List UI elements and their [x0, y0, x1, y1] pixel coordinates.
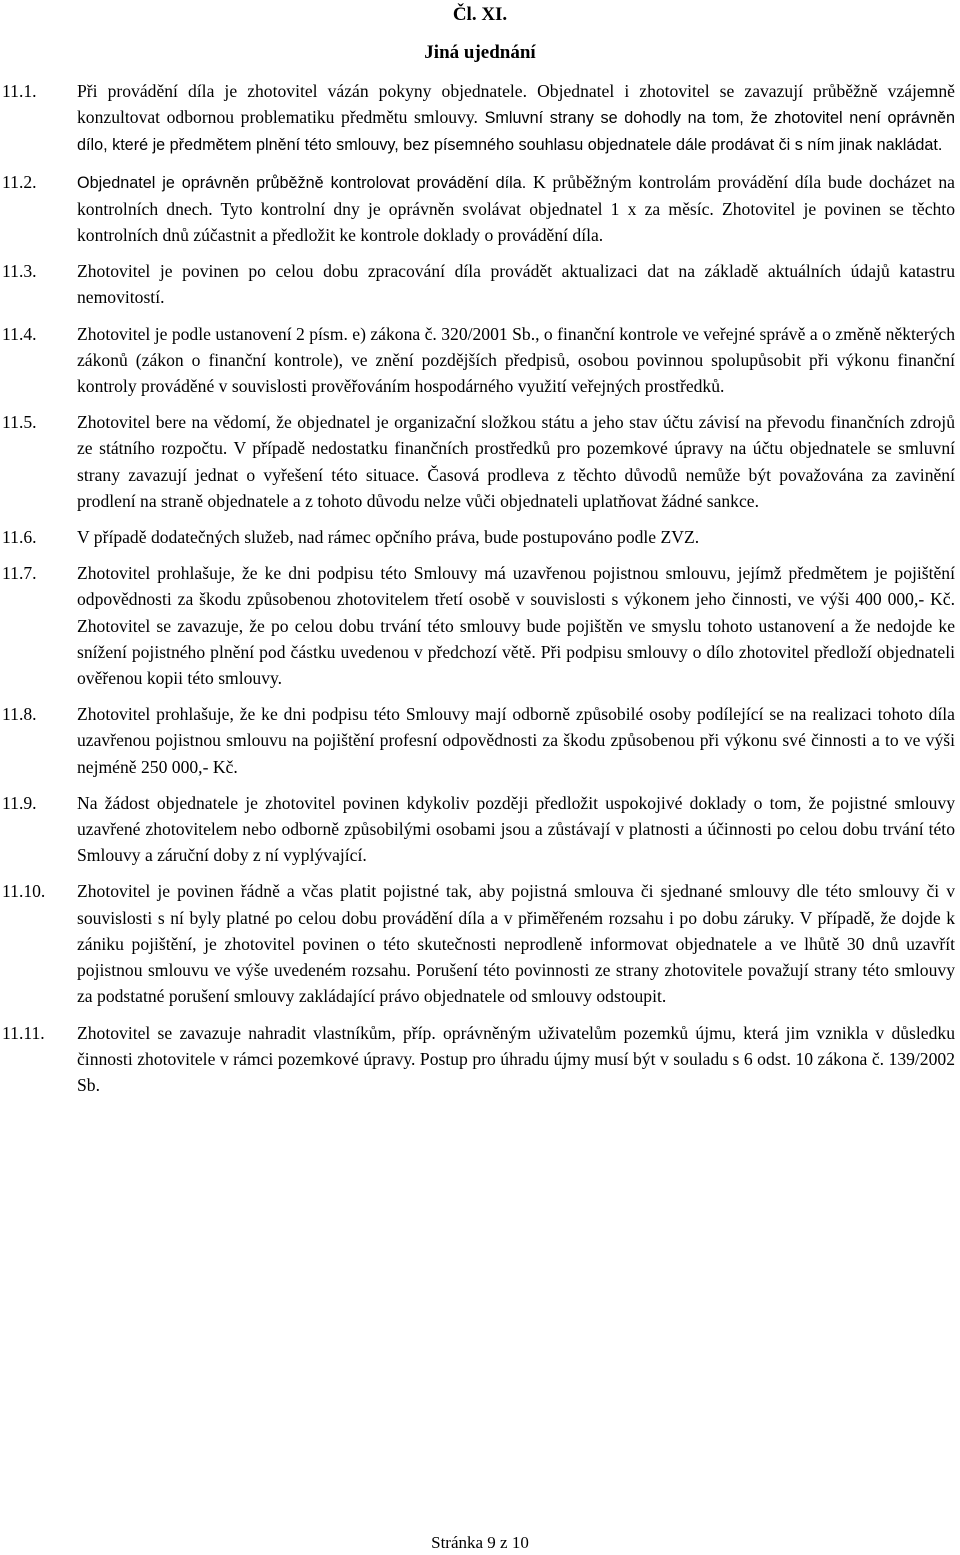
- clause-number: 11.10.: [2, 881, 46, 902]
- clauses-list: [0, 78, 960, 1108]
- clause-11-1: [0, 78, 960, 159]
- clause-text: Zhotovitel prohlašuje, že ke dni podpisu této Smlouvy mají odborně způsobilé osoby podílející se na realizaci tohoto díla uzavřenou pojistnou smlouvu na pojištění profesní odpovědnosti za škodu způsobenou při výkonu své činnosti a to ve výši nejméně 250 000,- Kč.: [77, 704, 955, 777]
- clause-number: 11.9.: [2, 792, 37, 813]
- clause-number: 11.4.: [2, 323, 37, 344]
- clause-number: 11.7.: [2, 563, 37, 584]
- clause-text: Zhotovitel se zavazuje nahradit vlastníkům, příp. oprávněným uživatelům pozemků újmu, která jim vznikla v důsledku činnosti zhotovitele v rámci pozemkové úpravy. Postup pro úhradu újmy musí být v souladu s 6 odst. 10 zákona č. 139/2002 Sb.: [77, 1022, 955, 1095]
- clause-11-11: [0, 1020, 960, 1099]
- page-footer: Stránka 9 z 10: [431, 1533, 529, 1552]
- clause-text: Zhotovitel prohlašuje, že ke dni podpisu této Smlouvy má uzavřenou pojistnou smlouvu, jejímž předmětem je pojištění odpovědnosti za škodu způsobenou zhotovitelem třetí osobě v souvislosti s výkonem jeho činnosti, ve výši 400 000,- Kč. Zhotovitel se zavazuje, že po celou dobu trvání této smlouvy bude pojištěn ve smyslu tohoto ustanovení a že nedojde ke snížení pojistného plnění pod částku uvedenou v předchozí větě. Při podpisu smlouvy o dílo zhotovitel předloží objednateli ověřenou kopii této smlouvy.: [77, 563, 955, 689]
- clause-text: Zhotovitel je povinen řádně a včas platit pojistné tak, aby pojistná smlouva či sjednané smlouvy dle této smlouvy či v souvislosti s ní byly platné po celou dobu provádění díla a v přiměřeném rozsahu i po dobu záruky. V případě, že dojde k zániku pojištění, je zhotovitel povinen o této skutečnosti neprodleně informovat objednatele a ve lhůtě 30 dnů uzavřít pojistnou smlouvu ve výše uvedeném rozsahu. Porušení této povinnosti ze strany zhotovitele považují strany této smlouvy za podstatné porušení smlouvy zakládající právo objednatele od smlouvy odstoupit.: [77, 881, 955, 1007]
- clause-11-2: [0, 169, 960, 249]
- clause-number: 11.3.: [2, 261, 37, 282]
- clause-text: V případě dodatečných služeb, nad rámec opčního práva, bude postupováno podle ZVZ.: [77, 527, 700, 548]
- clause-11-8: [0, 701, 960, 780]
- article-title: Jiná ujednání: [424, 42, 536, 63]
- clause-text-part: Při provádění díla je zhotovitel vázán pokyny objednatele. Objednatel i zhotovitel se zavazují průběžně vzájemně konzultovat odbornou problematiku předmětu smlouvy.: [77, 81, 955, 128]
- clause-text-part: K průběžným kontrolám provádění díla bude docházet na kontrolních dnech. Tyto kontrolní dny je oprávněn svolávat objednatel 1 x za měsíc. Zhotovitel je povinen se těchto kontrolních dnů zúčastnit a předložit ke kontrole doklady o provádění díla.: [77, 171, 955, 246]
- clause-text-part: Smluvní strany se dohodly na tom, že zhotovitel není oprávněn dílo, které je předmětem plnění této smlouvy, bez písemného souhlasu objednatele dále prodávat či s ním jinak nakládat.: [77, 109, 955, 155]
- clause-text: Zhotovitel bere na vědomí, že objednatel je organizační složkou státu a jeho stav účtu závisí na převodu finančních zdrojů ze státního rozpočtu. V případě nedostatku finančních prostředků pro pozemkové úpravy na účtu objednatele se smluvní strany zavazují jednat o vyřešení této situace. Časová prodleva z těchto důvodů nemůže být považována za zavinění prodlení na straně objednatele a z tohoto důvodu nelze vůči objednateli uplatňovat žádné sankce.: [77, 412, 955, 511]
- clause-number: 11.1.: [2, 81, 37, 101]
- clause-number: 11.5.: [2, 412, 37, 433]
- clause-number: 11.2.: [2, 171, 37, 192]
- clause-11-3: [0, 258, 960, 310]
- clause-11-6: [0, 524, 960, 550]
- clause-11-10: [0, 878, 960, 1009]
- clause-text: Zhotovitel je povinen po celou dobu zpracování díla provádět aktualizaci dat na základě aktuálních údajů katastru nemovitostí.: [77, 261, 955, 308]
- clause-number: 11.11.: [2, 1022, 45, 1043]
- article-number: Čl. XI.: [452, 4, 508, 25]
- clause-11-7: [0, 560, 960, 691]
- clause-text: Zhotovitel je podle ustanovení 2 písm. e) zákona č. 320/2001 Sb., o finanční kontrole ve veřejné správě a o změně některých zákonů (zákon o finanční kontrole), ve znění pozdějších předpisů, osobou povinnou spolupůsobit při výkonu finanční kontroly prováděné v souvislosti prověřováním hospodárného využití veřejných prostředků.: [77, 323, 955, 397]
- clause-text-part: Objednatel je oprávněn průběžně kontrolovat provádění díla.: [77, 173, 527, 192]
- clause-11-5: [0, 409, 960, 514]
- clause-11-9: [0, 790, 960, 869]
- clause-text: Na žádost objednatele je zhotovitel povinen kdykoliv později předložit uspokojivé doklady o tom, že pojistné smlouvy uzavřené zhotovitelem nebo odborně způsobilými osobami jsou a zůstávají v platnosti a účinnosti po celou dobu trvání této Smlouvy a záruční doby z ní vyplývající.: [77, 792, 955, 866]
- clause-number: 11.6.: [2, 527, 37, 548]
- clause-text: [77, 78, 955, 159]
- clause-text: [77, 169, 955, 249]
- clause-number: 11.8.: [2, 704, 37, 725]
- clause-11-4: [0, 321, 960, 400]
